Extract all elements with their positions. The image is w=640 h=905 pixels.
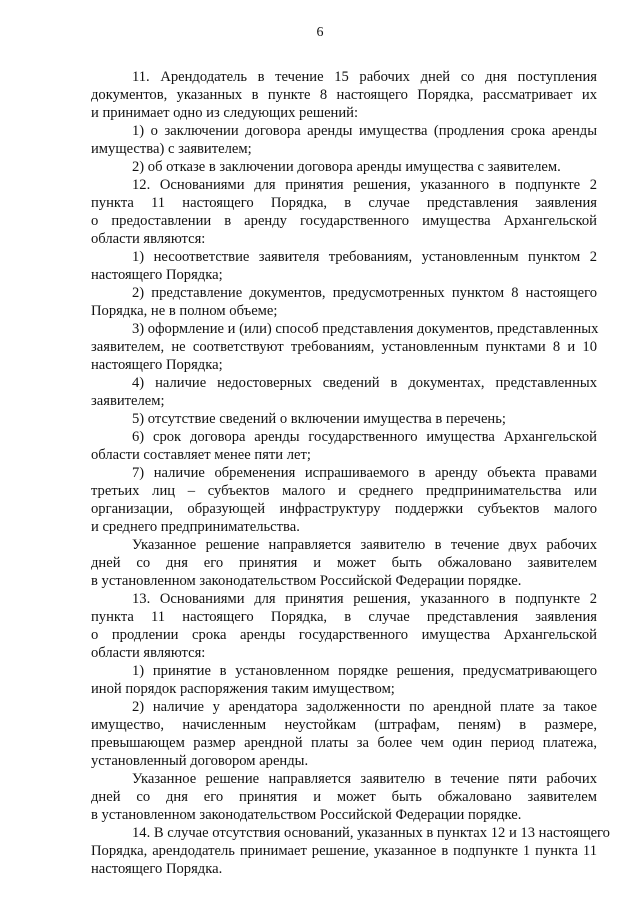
text-line: организации, образующей инфраструктуру поддержки субъектов малого (91, 501, 597, 517)
text-line: 14. В случае отсутствия оснований, указанных в пунктах 12 и 13 настоящего (132, 825, 610, 841)
text-line: заявителем, не соответствуют требованиям, установленным пунктами 8 и 10 (91, 339, 597, 355)
page-number: 6 (316, 25, 324, 40)
text-line: области являются: (91, 645, 206, 661)
text-line: о предоставлении в аренду государственного имущества Архангельской (91, 213, 597, 229)
text-line: настоящего Порядка; (91, 267, 223, 283)
text-line: 7) наличие обременения испрашиваемого в аренду объекта правами (132, 465, 597, 481)
text-line: 2) наличие у арендатора задолженности по арендной плате за такое (132, 699, 597, 715)
text-line: 13. Основаниями для принятия решения, указанного в подпункте 2 (132, 591, 597, 607)
text-line: заявителем; (91, 393, 165, 409)
text-line: дней со дня его принятия и может быть обжаловано заявителем (91, 555, 597, 571)
text-line: 1) принятие в установленном порядке решения, предусматривающего (132, 663, 597, 679)
text-line: Порядка, не в полном объеме; (91, 303, 278, 319)
text-line: в установленном законодательством Российской Федерации порядке. (91, 807, 522, 823)
text-line: 11. Арендодатель в течение 15 рабочих дней со дня поступления (132, 69, 597, 85)
text-line: превышающем размер арендной платы за более чем один период платежа, (91, 735, 597, 751)
text-line: пункта 11 настоящего Порядка, в случае представления заявления (91, 195, 597, 211)
text-line: 12. Основаниями для принятия решения, указанного в подпункте 2 (132, 177, 597, 193)
text-line: Порядка, арендодатель принимает решение, указанное в подпункте 1 пункта 11 (91, 843, 597, 859)
text-line: 2) об отказе в заключении договора аренды имущества с заявителем. (132, 159, 561, 175)
text-line: в установленном законодательством Российской Федерации порядке. (91, 573, 522, 589)
text-line: третьих лиц – субъектов малого и среднего предпринимательства или (91, 483, 597, 499)
text-line: 4) наличие недостоверных сведений в документах, представленных (132, 375, 597, 391)
text-line: иной порядок распоряжения таким имуществом; (91, 681, 395, 697)
text-line: документов, указанных в пункте 8 настоящего Порядка, рассматривает их (91, 87, 597, 103)
text-line: настоящего Порядка. (91, 861, 223, 877)
text-line: 2) представление документов, предусмотренных пунктом 8 настоящего (132, 285, 597, 301)
text-line: области составляет менее пяти лет; (91, 447, 311, 463)
text-line: и принимает одно из следующих решений: (91, 105, 359, 121)
text-line: о продлении срока аренды государственного имущества Архангельской (91, 627, 597, 643)
text-line: 1) несоответствие заявителя требованиям, установленным пунктом 2 (132, 249, 597, 265)
text-line: имущество, начисленным неустойкам (штрафам, пеням) в размере, (91, 717, 597, 733)
text-line: Указанное решение направляется заявителю в течение двух рабочих (132, 537, 597, 553)
text-line: области являются: (91, 231, 206, 247)
text-line: 1) о заключении договора аренды имущества (продления срока аренды (132, 123, 597, 139)
text-line: 3) оформление и (или) способ представления документов, представленных (132, 321, 599, 337)
text-line: пункта 11 настоящего Порядка, в случае представления заявления (91, 609, 597, 625)
text-line: имущества) с заявителем; (91, 141, 252, 157)
text-line: 5) отсутствие сведений о включении имущества в перечень; (132, 411, 506, 427)
text-line: Указанное решение направляется заявителю в течение пяти рабочих (132, 771, 597, 787)
text-line: 6) срок договора аренды государственного имущества Архангельской (132, 429, 597, 445)
text-line: установленный договором аренды. (91, 753, 309, 769)
text-line: дней со дня его принятия и может быть обжаловано заявителем (91, 789, 597, 805)
text-line: и среднего предпринимательства. (91, 519, 300, 535)
text-line: настоящего Порядка; (91, 357, 223, 373)
